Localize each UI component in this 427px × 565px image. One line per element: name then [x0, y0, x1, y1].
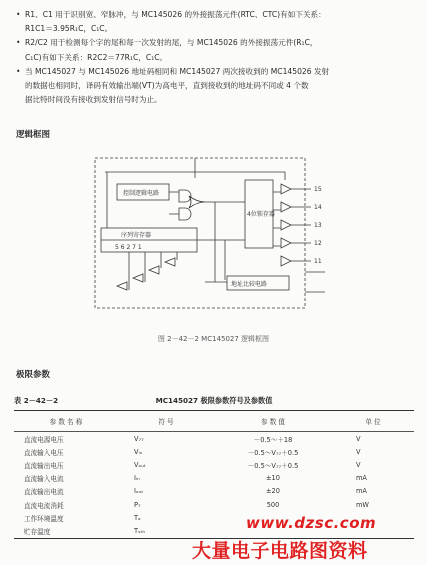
bullet-line: 据比特时间没有接收到发射信号时为止。: [25, 95, 162, 105]
table-header: 单 位: [332, 411, 414, 432]
table-title: MC145027 极限参数符号及参数值: [155, 396, 273, 405]
table-row: [14, 498, 414, 511]
table-header: 符 号: [118, 411, 214, 432]
table-cell: －0.5～＋18: [253, 435, 293, 444]
input-diodes: [117, 258, 175, 290]
table-header: 参 数 值: [214, 411, 332, 432]
table-cell: 直流输入电压: [24, 448, 64, 457]
bullet-line: 的数据也相同时，译码有效输出端(VT)为高电平，直到接收到的地址码不同或 4 个数: [25, 81, 309, 91]
table-cell: mW: [356, 500, 369, 509]
output-pin-label: 11: [314, 258, 322, 265]
output-pin-label: 12: [314, 240, 322, 247]
output-pin-label: 13: [314, 222, 322, 229]
logic-section-title: 逻辑框图: [16, 130, 51, 140]
latch-label: 4位锁存器: [247, 211, 275, 218]
table-header: 参 数 名 称: [14, 411, 118, 432]
bullet-line: 当 MC145027 与 MC145026 地址码相同和 MC145027 两次接收到的 MC145026 发射: [25, 66, 330, 76]
bullet-symbol: •: [16, 10, 21, 19]
bullet-list: [16, 8, 414, 107]
output-buffers: [281, 184, 291, 266]
bullet-line: R1、C1 用于识别宽、窄脉冲，与 MC145026 的外接振荡元件(RTC、CTC)有如下关系：: [25, 10, 326, 19]
shift-register-label: 序列寄存器: [121, 232, 152, 239]
bullet-item: [16, 36, 414, 64]
register-bit-labels: 5 6 2 7 1: [115, 244, 142, 251]
table-cell: 500: [266, 500, 280, 509]
bullet-item: [16, 8, 414, 36]
and-gate: [179, 208, 191, 220]
output-pin-label: 14: [314, 204, 322, 211]
table-cell: 直流电流消耗: [24, 501, 64, 510]
table-cell: 直流输出电压: [24, 461, 64, 470]
table-cell: Tₛₜₕ: [118, 524, 214, 538]
bullet-line: C₁C)有如下关系：R2C2＝77R₁C，C₁C。: [25, 52, 168, 62]
control-logic-label: 控制逻辑电路: [123, 190, 160, 197]
table-cell: V: [356, 434, 361, 443]
table-cell: 贮存温度: [14, 524, 118, 538]
bullet-symbol: •: [16, 38, 21, 48]
table-cell: －0.5～V₇₇＋0.5: [247, 461, 299, 470]
bullet-item: [16, 65, 414, 108]
table-row: [14, 432, 414, 446]
limits-section-title: 极限参数: [16, 370, 51, 380]
table-cell: Tₐ: [134, 513, 141, 522]
table-cell: 直流输入电流: [24, 475, 64, 484]
table-row: [14, 458, 414, 471]
compare-label: 地址比较电路: [231, 281, 268, 288]
table-cell: V₇₇: [134, 434, 144, 443]
table-cell: －0.5～V₇₇＋0.5: [247, 448, 299, 457]
table-cell: P₇: [134, 500, 141, 509]
table-row: [14, 472, 414, 485]
figure-caption: 图 2－42－2 MC145027 逻辑框图: [157, 335, 270, 343]
watermark-text: 大量电子电路图资料: [192, 540, 368, 562]
table-cell: ±10: [266, 474, 280, 483]
logic-block-diagram-icon: [85, 152, 340, 322]
table-cell: V: [356, 447, 361, 456]
table-cell: mA: [356, 474, 367, 483]
bullet-line: R2/C2 用于检测每个字的尾和每一次发射的尾，与 MC145026 的外接振荡元件(R₁C，: [25, 38, 318, 48]
table-cell: 直流电源电压: [24, 435, 64, 444]
table-cell: Vₒᵤₜ: [134, 460, 146, 469]
watermark-url: www.dzsc.com: [246, 514, 377, 532]
table-cell: mA: [356, 487, 367, 496]
bullet-symbol: •: [16, 66, 21, 76]
output-pin-label: 15: [314, 186, 322, 193]
table-row: [14, 485, 414, 498]
table-cell: Iₒᵤₜ: [134, 487, 144, 496]
table-row: [14, 445, 414, 458]
table-cell: V: [356, 460, 361, 469]
table-cell: ±20: [266, 487, 280, 496]
bullet-line: R1C1＝3.95R₁C，C₁C。: [25, 24, 113, 34]
table-header-row: [14, 411, 414, 432]
table-cell: Iᵢₙ: [134, 474, 140, 483]
table-cell: 直流输出电流: [24, 488, 64, 497]
table-cell: Vᵢₙ: [134, 447, 143, 456]
table-number: 表 2－42－2: [14, 396, 59, 405]
table-cell: 工作环境温度: [24, 514, 64, 523]
